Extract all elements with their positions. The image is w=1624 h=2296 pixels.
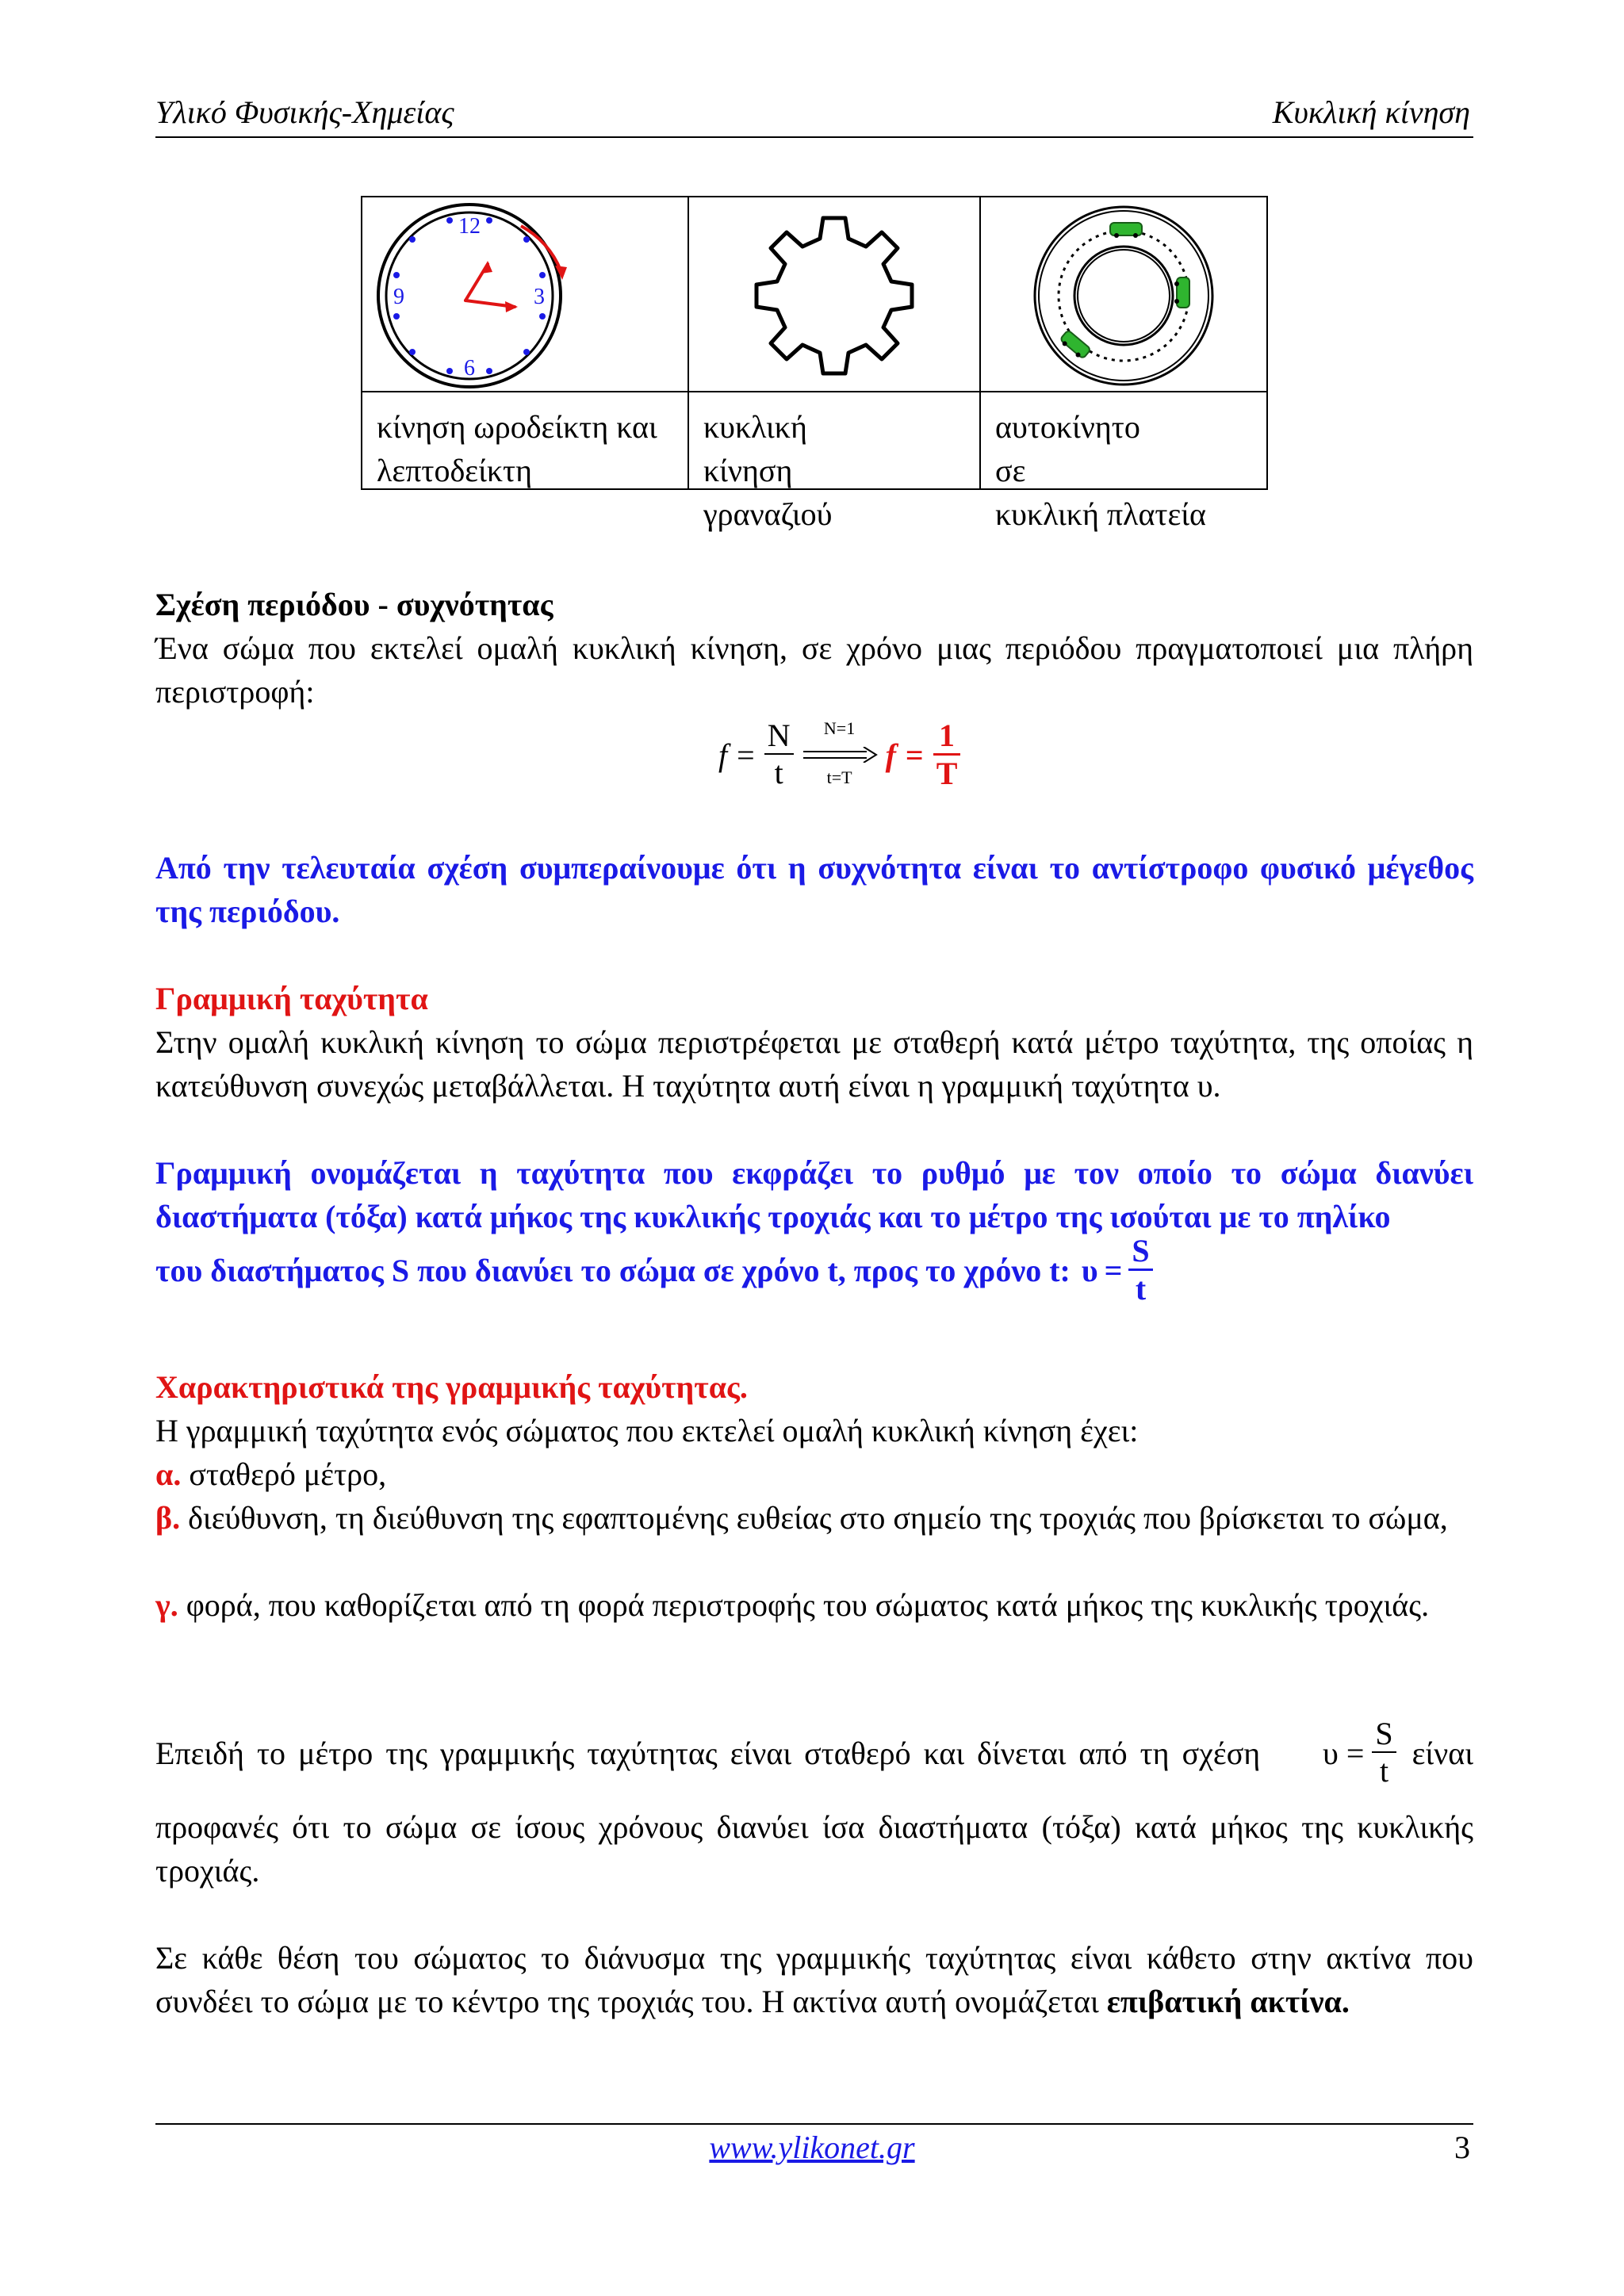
double-arrow-icon xyxy=(800,747,879,763)
section-title-period-frequency: Σχέση περιόδου - συχνότητας xyxy=(155,587,553,622)
para1-velocity-symbol: υ xyxy=(1323,1735,1339,1771)
section-title-characteristics: Χαρακτηριστικά της γραμμικής ταχύτητας. xyxy=(155,1369,748,1405)
para1-numerator-s: S xyxy=(1372,1716,1396,1753)
para1-equals: = xyxy=(1346,1735,1365,1771)
section3-intro: Η γραμμική ταχύτητα ενός σώματος που εκτελεί ομαλή κυκλική κίνηση έχει: xyxy=(155,1413,1139,1448)
formula-numerator-1: 1 xyxy=(933,718,961,756)
section2-definition-end-text: του διαστήματος S που διανύει το σώμα σε χρόνο t, προς το χρόνο t: xyxy=(155,1253,1071,1288)
roundabout-figure-cell xyxy=(980,197,1267,392)
formula-f-symbol: f xyxy=(718,737,728,773)
gear-icon xyxy=(689,197,979,391)
section2-definition: Γραμμική ονομάζεται η ταχύτητα που εκφράζει το ρυθμό με τον οποίο το σώμα διανύει διαστήματα (τόξα) κατά μήκος της κυκλικής τροχιάς και το μέτρο της ισούται με το πηλίκο xyxy=(155,1155,1473,1234)
section1-conclusion: Από την τελευταία σχέση συμπεραίνουμε ότι η συχνότητα είναι το αντίστροφο φυσικό μέγεθος της περιόδου. xyxy=(155,850,1473,929)
formula-result-f: f xyxy=(885,737,896,773)
formula-denominator-T: T xyxy=(936,755,958,791)
velocity-denominator-t: t xyxy=(1135,1271,1147,1307)
formula-denominator-t: t xyxy=(774,755,783,790)
gear-figure-cell xyxy=(688,197,980,392)
caption-car xyxy=(980,392,1267,532)
characteristic-item-a xyxy=(155,1452,1473,1496)
section2-text: Στην ομαλή κυκλική κίνηση το σώμα περιστρέφεται με σταθερή κατά μέτρο ταχύτητα, της οποίας η κατεύθυνση συνεχώς μεταβάλλεται. Η ταχύτητα αυτή είναι η γραμμική ταχύτητα υ. xyxy=(155,1024,1473,1104)
caption-clock xyxy=(362,392,688,489)
formula-result-equals: = xyxy=(905,737,924,773)
item-a-marker: α. xyxy=(155,1456,182,1492)
para1-before-text: Επειδή το μέτρο της γραμμικής ταχύτητας είναι σταθερό και δίνεται από τη σχέση xyxy=(155,1735,1261,1771)
clock-figure xyxy=(362,197,688,391)
velocity-fraction xyxy=(1128,1234,1152,1307)
caption-car-line2: κυκλική πλατεία xyxy=(995,496,1206,532)
velocity-numerator-s: S xyxy=(1128,1234,1152,1271)
para1-fraction xyxy=(1372,1716,1396,1789)
formula-numerator-n: N xyxy=(764,718,794,755)
figures-table xyxy=(361,196,1268,532)
item-c-marker: γ. xyxy=(155,1587,178,1623)
para1-denominator-t: t xyxy=(1379,1753,1389,1789)
caption-gear-line1: κυκλική κίνηση xyxy=(703,409,807,488)
footer-website-link[interactable]: www.ylikonet.gr xyxy=(709,2130,915,2165)
clock-number-12: 12 xyxy=(458,214,481,239)
clock-figure-cell xyxy=(362,197,688,392)
characteristic-item-b xyxy=(155,1496,1473,1540)
para1-line1 xyxy=(155,1716,1473,1789)
para2-bold-term: επιβατική ακτίνα. xyxy=(1106,1984,1350,2019)
car-icon-right xyxy=(1174,277,1189,308)
velocity-symbol: υ xyxy=(1081,1253,1098,1288)
page-number: 3 xyxy=(1454,2130,1470,2165)
section2-definition-end xyxy=(155,1234,1153,1307)
implication-arrow xyxy=(800,715,879,794)
clock-number-6: 6 xyxy=(464,356,475,381)
clock-number-9: 9 xyxy=(393,285,404,309)
clock-number-3: 3 xyxy=(534,285,545,309)
frequency-formula xyxy=(718,715,960,794)
caption-clock-line2: λεπτοδείκτη xyxy=(377,453,533,488)
header-right-title: Κυκλική κίνηση xyxy=(1272,94,1470,130)
velocity-equals: = xyxy=(1104,1253,1123,1288)
car-icon-top xyxy=(1110,223,1142,238)
arrow-condition-top: N=1 xyxy=(823,718,856,738)
formula-equals: = xyxy=(737,737,755,773)
item-b-text: διεύθυνση, τη διεύθυνση της εφαπτομένης ευθείας στο σημείο της τροχιάς που βρίσκεται το σώμα, xyxy=(188,1500,1448,1536)
caption-clock-line1: κίνηση ωροδείκτη και xyxy=(377,409,657,445)
arrow-condition-bottom: t=T xyxy=(826,767,852,787)
para1-formula xyxy=(1323,1716,1473,1789)
caption-car-line1: αυτοκίνητο σε xyxy=(995,409,1140,488)
characteristic-item-c xyxy=(155,1583,1473,1627)
para1-line2: προφανές ότι το σώμα σε ίσους χρόνους διανύει ίσα διαστήματα (τόξα) κατά μήκος της κυκλικής τροχιάς. xyxy=(155,1809,1473,1888)
roundabout-figure xyxy=(981,197,1266,391)
formula-fraction-1-over-t xyxy=(933,718,961,792)
footer-link-wrapper xyxy=(0,2129,1624,2166)
section1-text: Ένα σώμα που εκτελεί ομαλή κυκλική κίνηση, σε χρόνο μιας περιόδου πραγματοποιεί μια πλήρη περιστροφή: xyxy=(155,630,1473,710)
item-a-text: σταθερό μέτρο, xyxy=(189,1456,387,1492)
caption-gear xyxy=(688,392,980,532)
header-left-title: Υλικό Φυσικής-Χημείας xyxy=(155,94,454,130)
caption-gear-line2: γραναζιού xyxy=(703,496,833,532)
formula-fraction-n-over-t xyxy=(764,718,794,791)
section-title-linear-velocity: Γραμμική ταχύτητα xyxy=(155,981,428,1016)
para2-text: Σε κάθε θέση του σώματος το διάνυσμα της γραμμικής ταχύτητας είναι κάθετο στην ακτίνα που συνδέει το σώμα με το κέντρο της τροχιάς του. Η ακτίνα αυτή ονομάζεται xyxy=(155,1940,1473,2019)
para2 xyxy=(155,1936,1473,2023)
footer-rule xyxy=(155,2123,1473,2125)
header-rule xyxy=(155,136,1473,138)
para1-after-text: είναι xyxy=(1411,1735,1473,1771)
item-b-marker: β. xyxy=(155,1500,181,1536)
item-c-text: φορά, που καθορίζεται από τη φορά περιστροφής του σώματος κατά μήκος της κυκλικής τροχιάς. xyxy=(186,1587,1430,1623)
